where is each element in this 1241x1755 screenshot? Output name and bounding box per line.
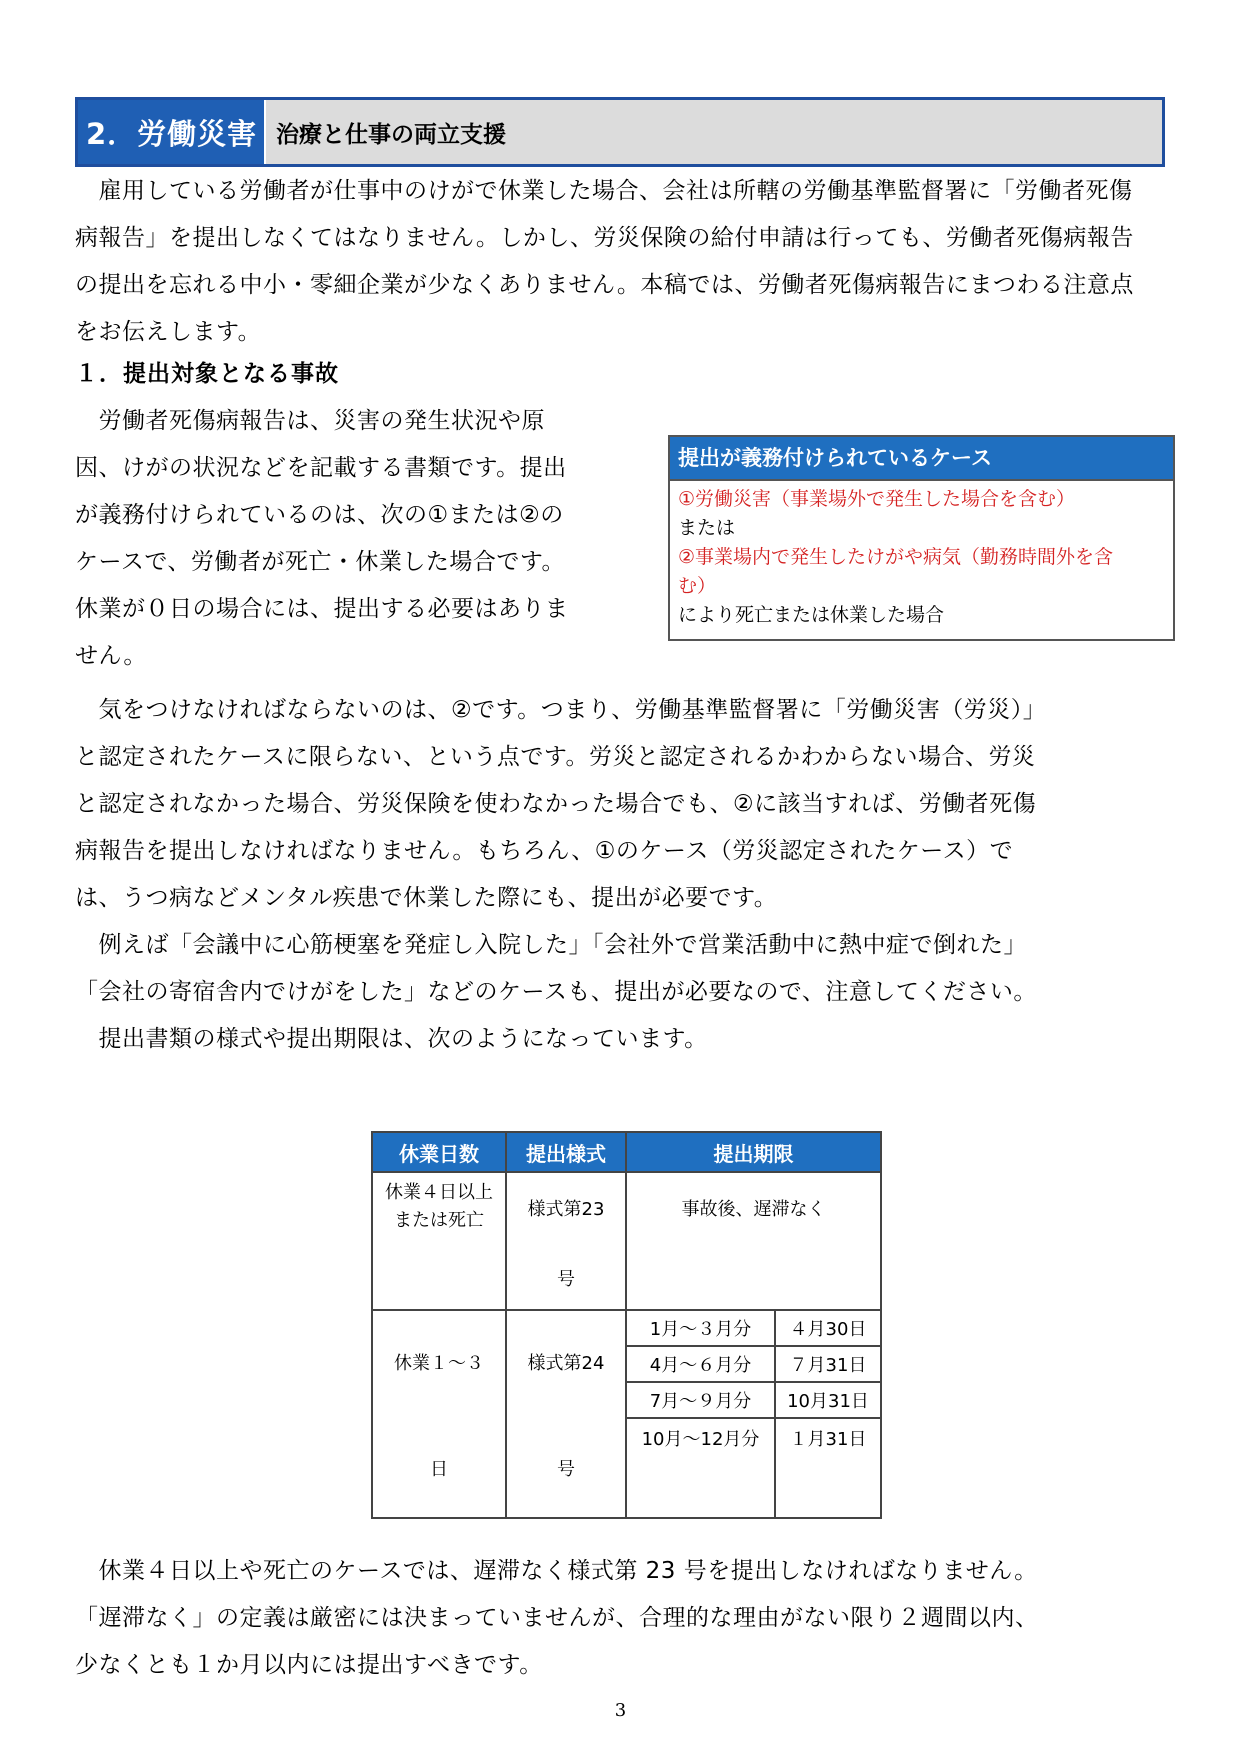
text-line: 例えば「会議中に心筋梗塞を発症し入院した」「会社外で営業活動中に熱中症で倒れた」 — [75, 932, 1027, 958]
cell-text: 事故後、遅滞なく — [681, 1199, 826, 1220]
text-line: は、うつ病などメンタル疾患で休業した際にも、提出が必要です。 — [75, 885, 778, 911]
text-line: の提出を忘れる中小・零細企業が少なくありません。本稿では、労働者死傷病報告にまつわる注意点 — [75, 272, 1134, 298]
section1-paragraph — [75, 398, 569, 680]
table-row — [372, 1310, 881, 1346]
cell-text: 様式第24 — [527, 1353, 605, 1374]
cell-text: 様式第23 — [527, 1199, 605, 1220]
intro-paragraph — [75, 168, 1134, 356]
text-line: 労働者死傷病報告は、災害の発生状況や原 — [75, 408, 545, 434]
text-line: 病報告を提出しなければなりません。もちろん、①のケース（労災認定されたケース）で — [75, 838, 1014, 864]
page-number: 3 — [614, 1700, 627, 1721]
period-cell: 7月～９月分 — [626, 1382, 775, 1418]
period-cell: 1月～３月分 — [626, 1310, 775, 1346]
deadline-table — [371, 1131, 882, 1519]
text-line: と認定されなかった場合、労災保険を使わなかった場合でも、②に該当すれば、労働者死傷 — [75, 791, 1037, 817]
closing-paragraph — [75, 1548, 1039, 1689]
text-line: 因、けがの状況などを記載する書類です。提出 — [75, 455, 567, 481]
text-line: をお伝えします。 — [75, 319, 262, 345]
text-line: 病報告」を提出しなくてはなりません。しかし、労災保険の給付申請は行っても、労働者死傷病報告 — [75, 225, 1134, 251]
header-cell: 提出期限 — [626, 1132, 881, 1172]
text-line: 少なくとも１か月以内には提出すべきです。 — [75, 1652, 543, 1678]
text-line: 「遅滞なく」の定義は厳密には決まっていませんが、合理的な理由がない限り２週間以内、 — [75, 1605, 1039, 1631]
body-paragraph — [75, 687, 1046, 1063]
cell-text: 休業１～３ — [394, 1353, 484, 1374]
cell-text: 休業４日以上 — [385, 1182, 493, 1203]
header-cell: 提出様式 — [506, 1132, 626, 1172]
period-cell: 10月～12月分 — [626, 1418, 775, 1518]
callout-title: 提出が義務付けられているケース — [670, 437, 1173, 481]
text-line: 雇用している労働者が仕事中のけがで休業した場合、会社は所轄の労働基準監督署に「労働者死傷 — [75, 178, 1133, 204]
table-header-row — [372, 1132, 881, 1172]
subsection-heading: １．提出対象となる事故 — [75, 361, 339, 387]
section-title: 治療と仕事の両立支援 — [264, 100, 1162, 164]
section-number: 2．労働災害 — [78, 100, 264, 164]
period-cell: 4月～６月分 — [626, 1346, 775, 1382]
table-cell — [506, 1172, 626, 1310]
cell-text: または死亡 — [394, 1210, 484, 1231]
text-line: と認定されたケースに限らない、という点です。労災と認定されるかわからない場合、労災 — [75, 744, 1036, 770]
table-cell — [506, 1310, 626, 1518]
table-row — [372, 1172, 881, 1310]
text-line: 休業が０日の場合には、提出する必要はありま — [75, 596, 569, 622]
text-line: 気をつけなければならないのは、②です。つまり、労働基準監督署に「労働災害（労災）」 — [75, 697, 1047, 723]
case-2-line2: む） — [678, 575, 717, 597]
case-2-line1: ②事業場内で発生したけがや病気（勤務時間外を含 — [678, 546, 1114, 568]
table-cell — [626, 1172, 881, 1310]
callout-body — [670, 481, 1173, 634]
text-line: が義務付けられているのは、次の①または②の — [75, 502, 564, 528]
text-line: せん。 — [75, 643, 147, 669]
text-line: 提出書類の様式や提出期限は、次のようになっています。 — [75, 1026, 708, 1052]
due-cell: ４月30日 — [775, 1310, 881, 1346]
text-line: ケースで、労働者が死亡・休業した場合です。 — [75, 549, 566, 575]
cell-text: 日 — [430, 1459, 448, 1480]
table-cell — [372, 1172, 506, 1310]
text-line: 休業４日以上や死亡のケースでは、遅滞なく様式第 23 号を提出しなければなりません。 — [75, 1558, 1038, 1584]
cell-text: 号 — [557, 1269, 575, 1290]
due-cell: 10月31日 — [775, 1382, 881, 1418]
table-cell — [372, 1310, 506, 1518]
case-or: または — [678, 517, 736, 539]
text-line: 「会社の寄宿舎内でけがをした」などのケースも、提出が必要なので、注意してください。 — [75, 979, 1037, 1005]
required-cases-box — [668, 435, 1175, 641]
cell-text: 号 — [557, 1459, 575, 1480]
due-cell: ７月31日 — [775, 1346, 881, 1382]
case-result: により死亡または休業した場合 — [678, 604, 945, 626]
case-1: ①労働災害（事業場外で発生した場合を含む） — [678, 488, 1076, 510]
due-cell: １月31日 — [775, 1418, 881, 1518]
header-cell: 休業日数 — [372, 1132, 506, 1172]
section-header — [75, 97, 1165, 167]
